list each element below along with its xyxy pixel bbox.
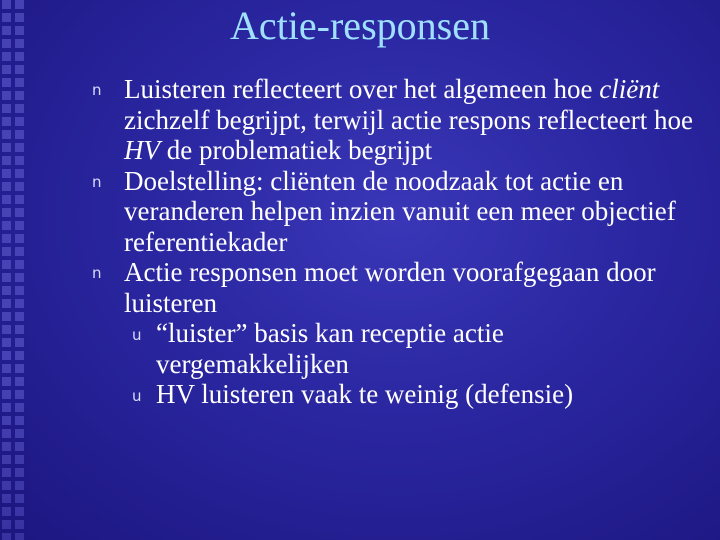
decorative-square-pattern — [0, 0, 28, 540]
bullet-marker-icon: n — [92, 81, 102, 99]
decorative-squares — [2, 0, 26, 540]
bullet-text — [124, 74, 693, 165]
bullet-item — [92, 74, 702, 166]
bullet-marker-icon: n — [92, 172, 102, 191]
subbullet-item — [124, 318, 702, 379]
bullet-marker-icon: n — [92, 264, 102, 282]
bullet-item — [92, 166, 702, 258]
subbullet-text: HV luisteren vaak te weinig (defensie) — [156, 379, 574, 409]
subbullet-marker-icon: u — [132, 326, 142, 344]
bullet-item — [92, 257, 702, 318]
bullet-text-segment: de problematiek begrijpt — [160, 135, 433, 165]
bullet-text: Actie responsen moet worden voorafgegaan door luisteren — [124, 257, 656, 318]
subbullet-item — [124, 379, 702, 410]
bullet-text: Doelstelling: cliënten de noodzaak tot actie en veranderen helpen inzien vanuit een meer objectief referentiekader — [124, 165, 676, 257]
subbullet-marker-icon: u — [132, 387, 142, 405]
bullet-text-segment: zichzelf begrijpt, terwijl actie respons reflecteert hoe — [124, 104, 693, 135]
slide-title: Actie-responsen — [230, 3, 490, 48]
slide-content — [92, 74, 702, 410]
bullet-text-italic: cliënt — [599, 74, 660, 104]
subbullet-text: “luister” basis kan receptie actie vergemakkelijken — [156, 318, 504, 379]
bullet-text-segment: Luisteren reflecteert over het algemeen hoe — [124, 74, 600, 104]
bullet-text-italic: HV — [124, 135, 160, 165]
